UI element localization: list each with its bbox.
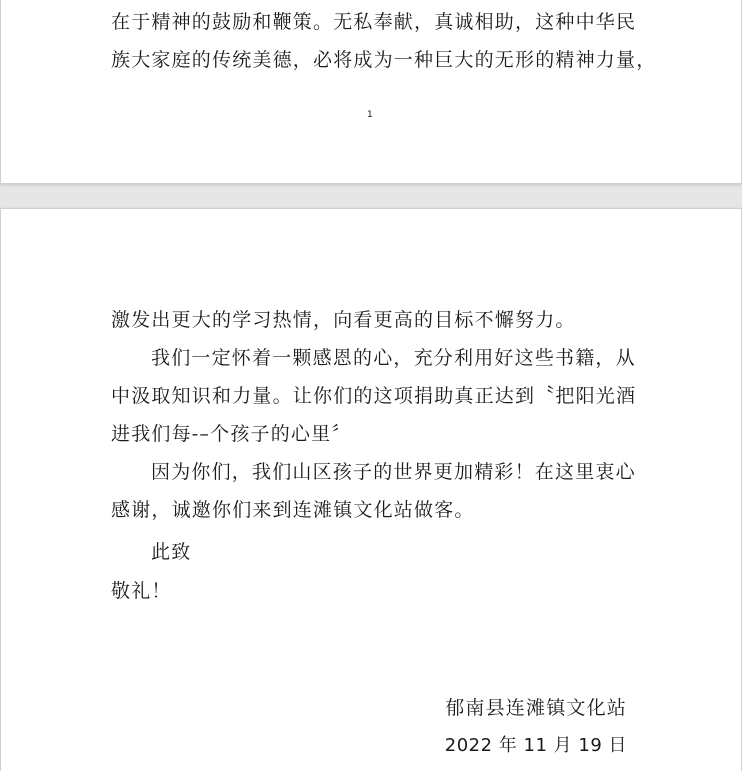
body-line: 我们一定怀着一颗感恩的心，充分利用好这些书籍，从 [151, 347, 636, 369]
body-line: 激发出更大的学习热情，向看更高的目标不懈努力。 [111, 309, 576, 331]
signature-org: 郁南县连滩镇文化站 [445, 697, 627, 719]
body-line: 在于精神的鼓励和鞭策。无私奉献，真诚相助，这种中华民 [111, 11, 637, 33]
closing-text: 此致 [151, 541, 192, 563]
document-page-2 [0, 208, 742, 771]
body-line: 进我们每-–个孩子的心里〞 [111, 423, 352, 445]
body-line: 中汲取知识和力量。让你们的这项捐助真正达到〝把阳光酒 [111, 385, 637, 407]
page-number: 1 [367, 110, 373, 120]
document-page-1 [0, 0, 742, 184]
signature-date: 2022 年 11 月 19 日 [444, 735, 627, 756]
body-line: 感谢，诚邀你们来到连滩镇文化站做客。 [111, 499, 475, 521]
body-line: 族大家庭的传统美德，必将成为一种巨大的无形的精神力量， [111, 49, 657, 71]
salute-text: 敬礼！ [111, 580, 172, 602]
body-line: 因为你们，我们山区孩子的世界更加精彩！在这里衷心 [151, 461, 636, 483]
